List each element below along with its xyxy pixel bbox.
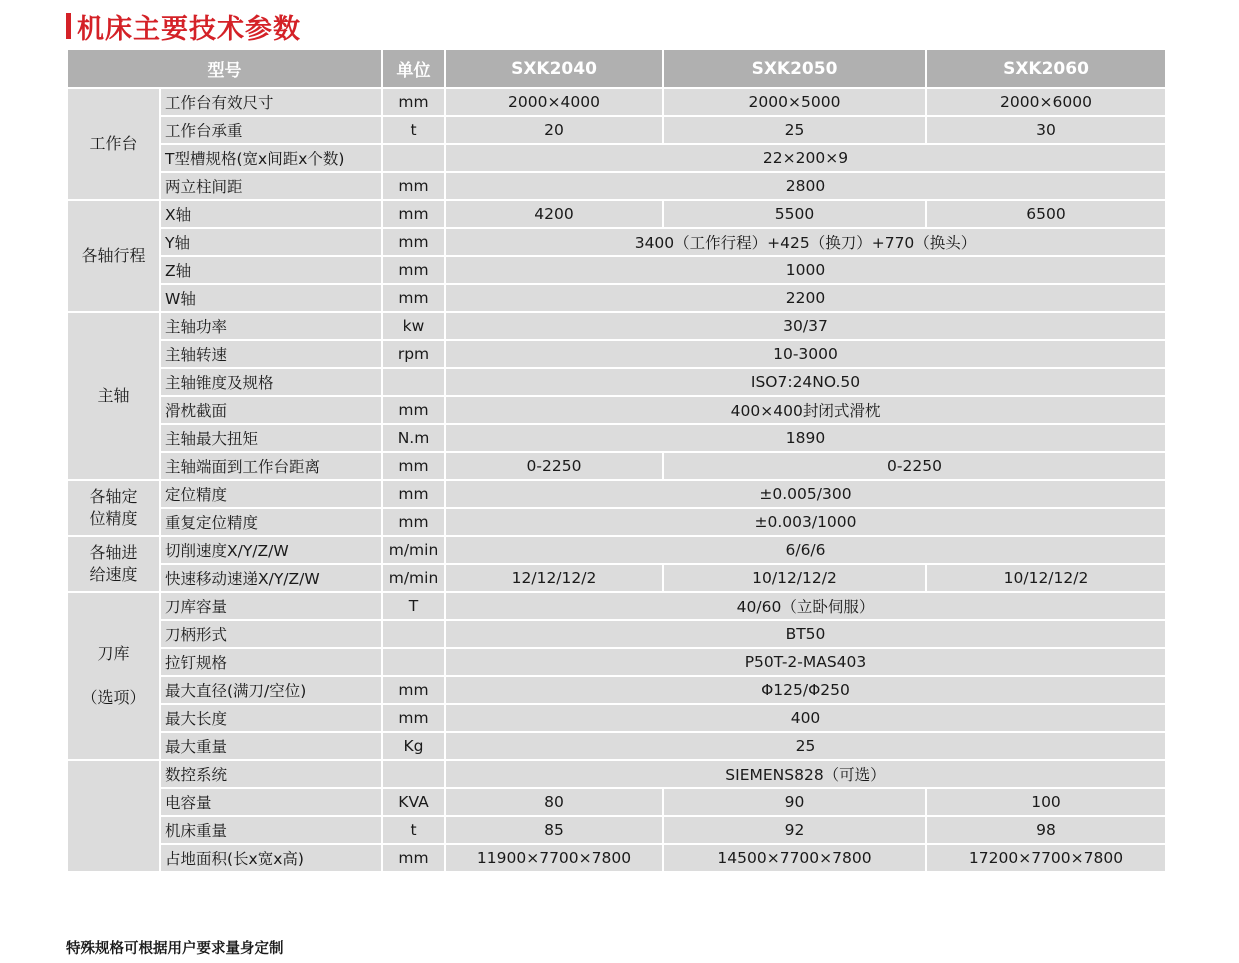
page-title-text: 机床主要技术参数 [77, 13, 301, 45]
cell-value: 30 [926, 116, 1166, 144]
table-row [67, 620, 1166, 648]
cell-value: 4200 [445, 200, 663, 228]
cell-value: BT50 [445, 620, 1166, 648]
row-label: 最大长度 [160, 704, 382, 732]
row-unit: KVA [382, 788, 445, 816]
table-row [67, 816, 1166, 844]
cell-value: ISO7:24NO.50 [445, 368, 1166, 396]
table-row [67, 592, 1166, 620]
row-label: Z轴 [160, 256, 382, 284]
header-model-sxk2060: SXK2060 [926, 49, 1166, 88]
cell-value: 17200×7700×7800 [926, 844, 1166, 872]
spec-table [66, 48, 1167, 873]
cell-value: 100 [926, 788, 1166, 816]
cell-value: 10/12/12/2 [663, 564, 926, 592]
row-unit: rpm [382, 340, 445, 368]
table-row [67, 340, 1166, 368]
row-label: 主轴端面到工作台距离 [160, 452, 382, 480]
table-row [67, 676, 1166, 704]
row-unit: t [382, 116, 445, 144]
cell-value: 6500 [926, 200, 1166, 228]
table-row [67, 564, 1166, 592]
cell-value: 25 [445, 732, 1166, 760]
cell-value: 92 [663, 816, 926, 844]
row-unit: N.m [382, 424, 445, 452]
group-spindle: 主轴 [67, 312, 160, 480]
cell-value: 2200 [445, 284, 1166, 312]
row-label: 机床重量 [160, 816, 382, 844]
row-unit: t [382, 816, 445, 844]
group-positioning-accuracy [67, 480, 160, 536]
cell-value: 90 [663, 788, 926, 816]
cell-value: 10/12/12/2 [926, 564, 1166, 592]
row-unit: T [382, 592, 445, 620]
row-label: 数控系统 [160, 760, 382, 788]
row-label: 最大直径(满刀/空位) [160, 676, 382, 704]
row-unit: mm [382, 508, 445, 536]
table-row [67, 116, 1166, 144]
row-label: 两立柱间距 [160, 172, 382, 200]
row-unit [382, 144, 445, 172]
cell-value: 0-2250 [663, 452, 1166, 480]
table-row [67, 732, 1166, 760]
footer-note: 特殊规格可根据用户要求量身定制 [66, 941, 284, 957]
cell-value: P50T-2-MAS403 [445, 648, 1166, 676]
group-feed-speed [67, 536, 160, 592]
table-row [67, 480, 1166, 508]
row-unit: m/min [382, 536, 445, 564]
row-label: 快速移动速递X/Y/Z/W [160, 564, 382, 592]
table-header-row [67, 49, 1166, 88]
group-label-line: 位精度 [89, 509, 138, 528]
cell-value: ±0.005/300 [445, 480, 1166, 508]
cell-value: 3400（工作行程）+425（换刀）+770（换头） [445, 228, 1166, 256]
table-row [67, 508, 1166, 536]
row-unit [382, 760, 445, 788]
table-row [67, 424, 1166, 452]
row-label: 定位精度 [160, 480, 382, 508]
table-row [67, 396, 1166, 424]
cell-value: 80 [445, 788, 663, 816]
cell-value: 2800 [445, 172, 1166, 200]
row-unit: kw [382, 312, 445, 340]
row-unit: mm [382, 88, 445, 116]
page-title [66, 8, 301, 44]
row-label: 占地面积(长x宽x高) [160, 844, 382, 872]
cell-value: 2000×6000 [926, 88, 1166, 116]
group-label-line: 刀库 [97, 644, 130, 663]
cell-value: 0-2250 [445, 452, 663, 480]
row-label: 主轴转速 [160, 340, 382, 368]
group-label-line: 各轴进 [89, 543, 138, 562]
cell-value: 1000 [445, 256, 1166, 284]
row-label: 工作台承重 [160, 116, 382, 144]
cell-value: 400×400封闭式滑枕 [445, 396, 1166, 424]
row-unit: mm [382, 480, 445, 508]
row-label: 滑枕截面 [160, 396, 382, 424]
table-row [67, 760, 1166, 788]
row-label: W轴 [160, 284, 382, 312]
table-row [67, 536, 1166, 564]
table-row [67, 312, 1166, 340]
cell-value: 5500 [663, 200, 926, 228]
row-label: 主轴功率 [160, 312, 382, 340]
group-tool-magazine [67, 592, 160, 760]
row-label: 主轴最大扭矩 [160, 424, 382, 452]
cell-value: 400 [445, 704, 1166, 732]
cell-value: 1890 [445, 424, 1166, 452]
cell-value: 98 [926, 816, 1166, 844]
row-unit: mm [382, 452, 445, 480]
table-row [67, 844, 1166, 872]
header-model: 型号 [67, 49, 382, 88]
table-row [67, 200, 1166, 228]
row-unit: mm [382, 676, 445, 704]
table-row [67, 704, 1166, 732]
cell-value: 40/60（立卧伺服） [445, 592, 1166, 620]
row-label: 刀柄形式 [160, 620, 382, 648]
cell-value: 2000×4000 [445, 88, 663, 116]
row-unit: mm [382, 228, 445, 256]
table-row [67, 648, 1166, 676]
row-label: 刀库容量 [160, 592, 382, 620]
row-unit: m/min [382, 564, 445, 592]
header-unit: 单位 [382, 49, 445, 88]
table-row [67, 256, 1166, 284]
row-unit: Kg [382, 732, 445, 760]
row-label: X轴 [160, 200, 382, 228]
row-label: 主轴锥度及规格 [160, 368, 382, 396]
table-row [67, 788, 1166, 816]
table-row [67, 172, 1166, 200]
row-label: 电容量 [160, 788, 382, 816]
row-unit: mm [382, 284, 445, 312]
row-label: 重复定位精度 [160, 508, 382, 536]
cell-value: ±0.003/1000 [445, 508, 1166, 536]
row-label: 切削速度X/Y/Z/W [160, 536, 382, 564]
group-label-line: （选项） [81, 688, 146, 707]
row-label: Y轴 [160, 228, 382, 256]
row-unit [382, 368, 445, 396]
row-label: 最大重量 [160, 732, 382, 760]
cell-value: 22×200×9 [445, 144, 1166, 172]
row-label: T型槽规格(宽x间距x个数) [160, 144, 382, 172]
row-label: 拉钉规格 [160, 648, 382, 676]
cell-value: SIEMENS828（可选） [445, 760, 1166, 788]
group-label-line: 给速度 [89, 565, 138, 584]
table-row [67, 88, 1166, 116]
group-other [67, 760, 160, 872]
cell-value: 2000×5000 [663, 88, 926, 116]
group-axes-travel: 各轴行程 [67, 200, 160, 312]
cell-value: 6/6/6 [445, 536, 1166, 564]
table-row [67, 228, 1166, 256]
table-row [67, 452, 1166, 480]
cell-value: 20 [445, 116, 663, 144]
row-unit [382, 648, 445, 676]
header-model-sxk2040: SXK2040 [445, 49, 663, 88]
table-row [67, 368, 1166, 396]
header-model-sxk2050: SXK2050 [663, 49, 926, 88]
cell-value: 85 [445, 816, 663, 844]
title-accent-bar [66, 13, 71, 39]
row-unit: mm [382, 200, 445, 228]
cell-value: 30/37 [445, 312, 1166, 340]
row-unit: mm [382, 396, 445, 424]
row-unit: mm [382, 172, 445, 200]
group-label-line: 各轴定 [89, 487, 138, 506]
cell-value: 14500×7700×7800 [663, 844, 926, 872]
row-label: 工作台有效尺寸 [160, 88, 382, 116]
row-unit: mm [382, 256, 445, 284]
cell-value: 25 [663, 116, 926, 144]
row-unit: mm [382, 844, 445, 872]
row-unit: mm [382, 704, 445, 732]
cell-value: 11900×7700×7800 [445, 844, 663, 872]
cell-value: Φ125/Φ250 [445, 676, 1166, 704]
cell-value: 12/12/12/2 [445, 564, 663, 592]
group-worktable: 工作台 [67, 88, 160, 200]
cell-value: 10-3000 [445, 340, 1166, 368]
row-unit [382, 620, 445, 648]
table-row [67, 284, 1166, 312]
table-row [67, 144, 1166, 172]
